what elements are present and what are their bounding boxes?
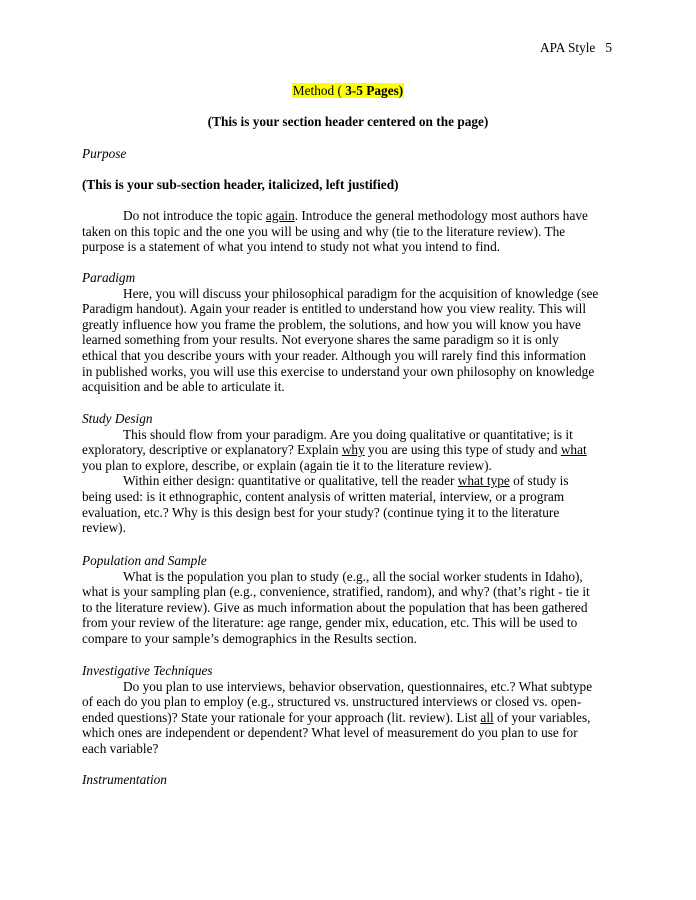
- population-line-3: to the literature review). Give as much information about the population that has been gathered: [82, 599, 588, 615]
- sd-what-underlined: what: [560, 442, 587, 458]
- sd-why-underlined: why: [341, 442, 365, 458]
- study-design-line-1: This should flow from your paradigm. Are you doing qualitative or quantitative; is it: [123, 426, 573, 442]
- tech-all-underlined: all: [480, 709, 494, 725]
- study-design-section: [82, 411, 612, 536]
- sd-line2-a: exploratory, descriptive or explanatory? Explain: [82, 442, 342, 458]
- population-section: [82, 553, 612, 647]
- techniques-section: [82, 663, 612, 757]
- paradigm-line-5: ethical that you describe yours with your reader. Although you will rarely find this information: [82, 347, 587, 363]
- techniques-line-1: Do you plan to use interviews, behavior observation, questionnaires, etc.? What subtype: [123, 678, 593, 694]
- techniques-line-2: of each do you plan to employ (e.g., structured vs. unstructured interviews or closed vs. open-: [82, 694, 582, 710]
- techniques-line-4: which ones are independent or dependent? What level of measurement do you plan to use for: [82, 725, 578, 741]
- subsection-header-note: (This is your sub-section header, italicized, left justified): [82, 177, 399, 192]
- paradigm-section: [82, 270, 612, 395]
- method-pages-text: 3-5 Pages): [341, 83, 404, 98]
- sd-line4-a: Within either design: quantitative or qualitative, tell the reader: [123, 473, 458, 489]
- running-title: APA Style: [540, 40, 596, 55]
- population-line-5: compare to your sample’s demographics in the Results section.: [82, 630, 417, 646]
- instrumentation-heading: Instrumentation: [82, 772, 167, 787]
- study-design-line-7: review).: [82, 520, 126, 536]
- purpose-paragraph: [82, 208, 612, 255]
- purpose-heading: Purpose: [82, 146, 127, 161]
- population-line-1: What is the population you plan to study (e.g., all the social worker students in Idaho),: [123, 568, 583, 584]
- techniques-heading: Investigative Techniques: [82, 663, 213, 678]
- study-design-line-4: [82, 473, 612, 489]
- paradigm-line-3: greatly influence how you frame the problem, the solutions, and how you will know you have: [82, 316, 581, 332]
- paradigm-line-1: Here, you will discuss your philosophical paradigm for the acquisition of knowledge (see: [123, 285, 599, 301]
- purpose-line-1: [82, 208, 612, 224]
- subsection-note-block: [82, 177, 612, 193]
- techniques-line-5: each variable?: [82, 740, 159, 756]
- method-title-text: Method (: [292, 83, 342, 98]
- purpose-again-underlined: again: [265, 208, 295, 223]
- tech-line3-b: of your variables,: [493, 709, 591, 725]
- techniques-line-3: [82, 710, 612, 726]
- population-line-4: from your review of the literature: age range, gender mix, education, etc. This will be used to: [82, 615, 578, 631]
- sd-line2-b: you are using this type of study and: [364, 442, 561, 458]
- tech-line3-a: ended questions)? State your rationale for your approach (lit. review). List: [82, 709, 481, 725]
- population-heading: Population and Sample: [82, 553, 207, 568]
- study-design-line-2: [82, 442, 612, 458]
- paradigm-line-2: Paradigm handout). Again your reader is entitled to understand how you view reality. This will: [82, 301, 587, 317]
- method-title: [0, 83, 696, 99]
- section-header-note: (This is your section header centered on the page): [207, 114, 489, 129]
- running-head: [540, 40, 612, 56]
- population-line-2: what is your sampling plan (e.g., convenience, stratified, random), and why? (that’s right - tie it: [82, 584, 590, 600]
- purpose-section: [82, 146, 612, 162]
- study-design-line-5: being used: is it ethnographic, content analysis of written material, interview, or a program: [82, 488, 565, 504]
- instrumentation-section: [82, 772, 612, 788]
- purpose-line-3: purpose is a statement of what you intend to study not what you intend to find.: [82, 239, 501, 255]
- purpose-line-2: taken on this topic and the one you will be using and why (tie to the literature review). The: [82, 223, 566, 239]
- study-design-line-6: evaluation, etc.? Why is this design best for your study? (continue tying it to the literature: [82, 504, 560, 520]
- study-design-heading: Study Design: [82, 411, 153, 426]
- paradigm-line-6: in published works, you will use this exercise to understand your own philosophy on knowledge: [82, 363, 595, 379]
- purpose-line-1a: Do not introduce the topic: [123, 208, 266, 223]
- paradigm-heading: Paradigm: [82, 270, 136, 285]
- paradigm-line-7: acquisition and be able to articulate it.: [82, 379, 285, 395]
- paradigm-line-4: learned something from your results. Not everyone shares the same paradigm so it is only: [82, 332, 559, 348]
- page-number: 5: [605, 40, 612, 55]
- method-title-highlight: [292, 83, 404, 98]
- study-design-line-3: you plan to explore, describe, or explain (again tie it to the literature review).: [82, 457, 492, 473]
- purpose-line-1b: . Introduce the general methodology most authors have: [294, 208, 588, 223]
- sd-line4-b: of study is: [509, 473, 569, 489]
- sd-whattype-underlined: what type: [457, 473, 510, 489]
